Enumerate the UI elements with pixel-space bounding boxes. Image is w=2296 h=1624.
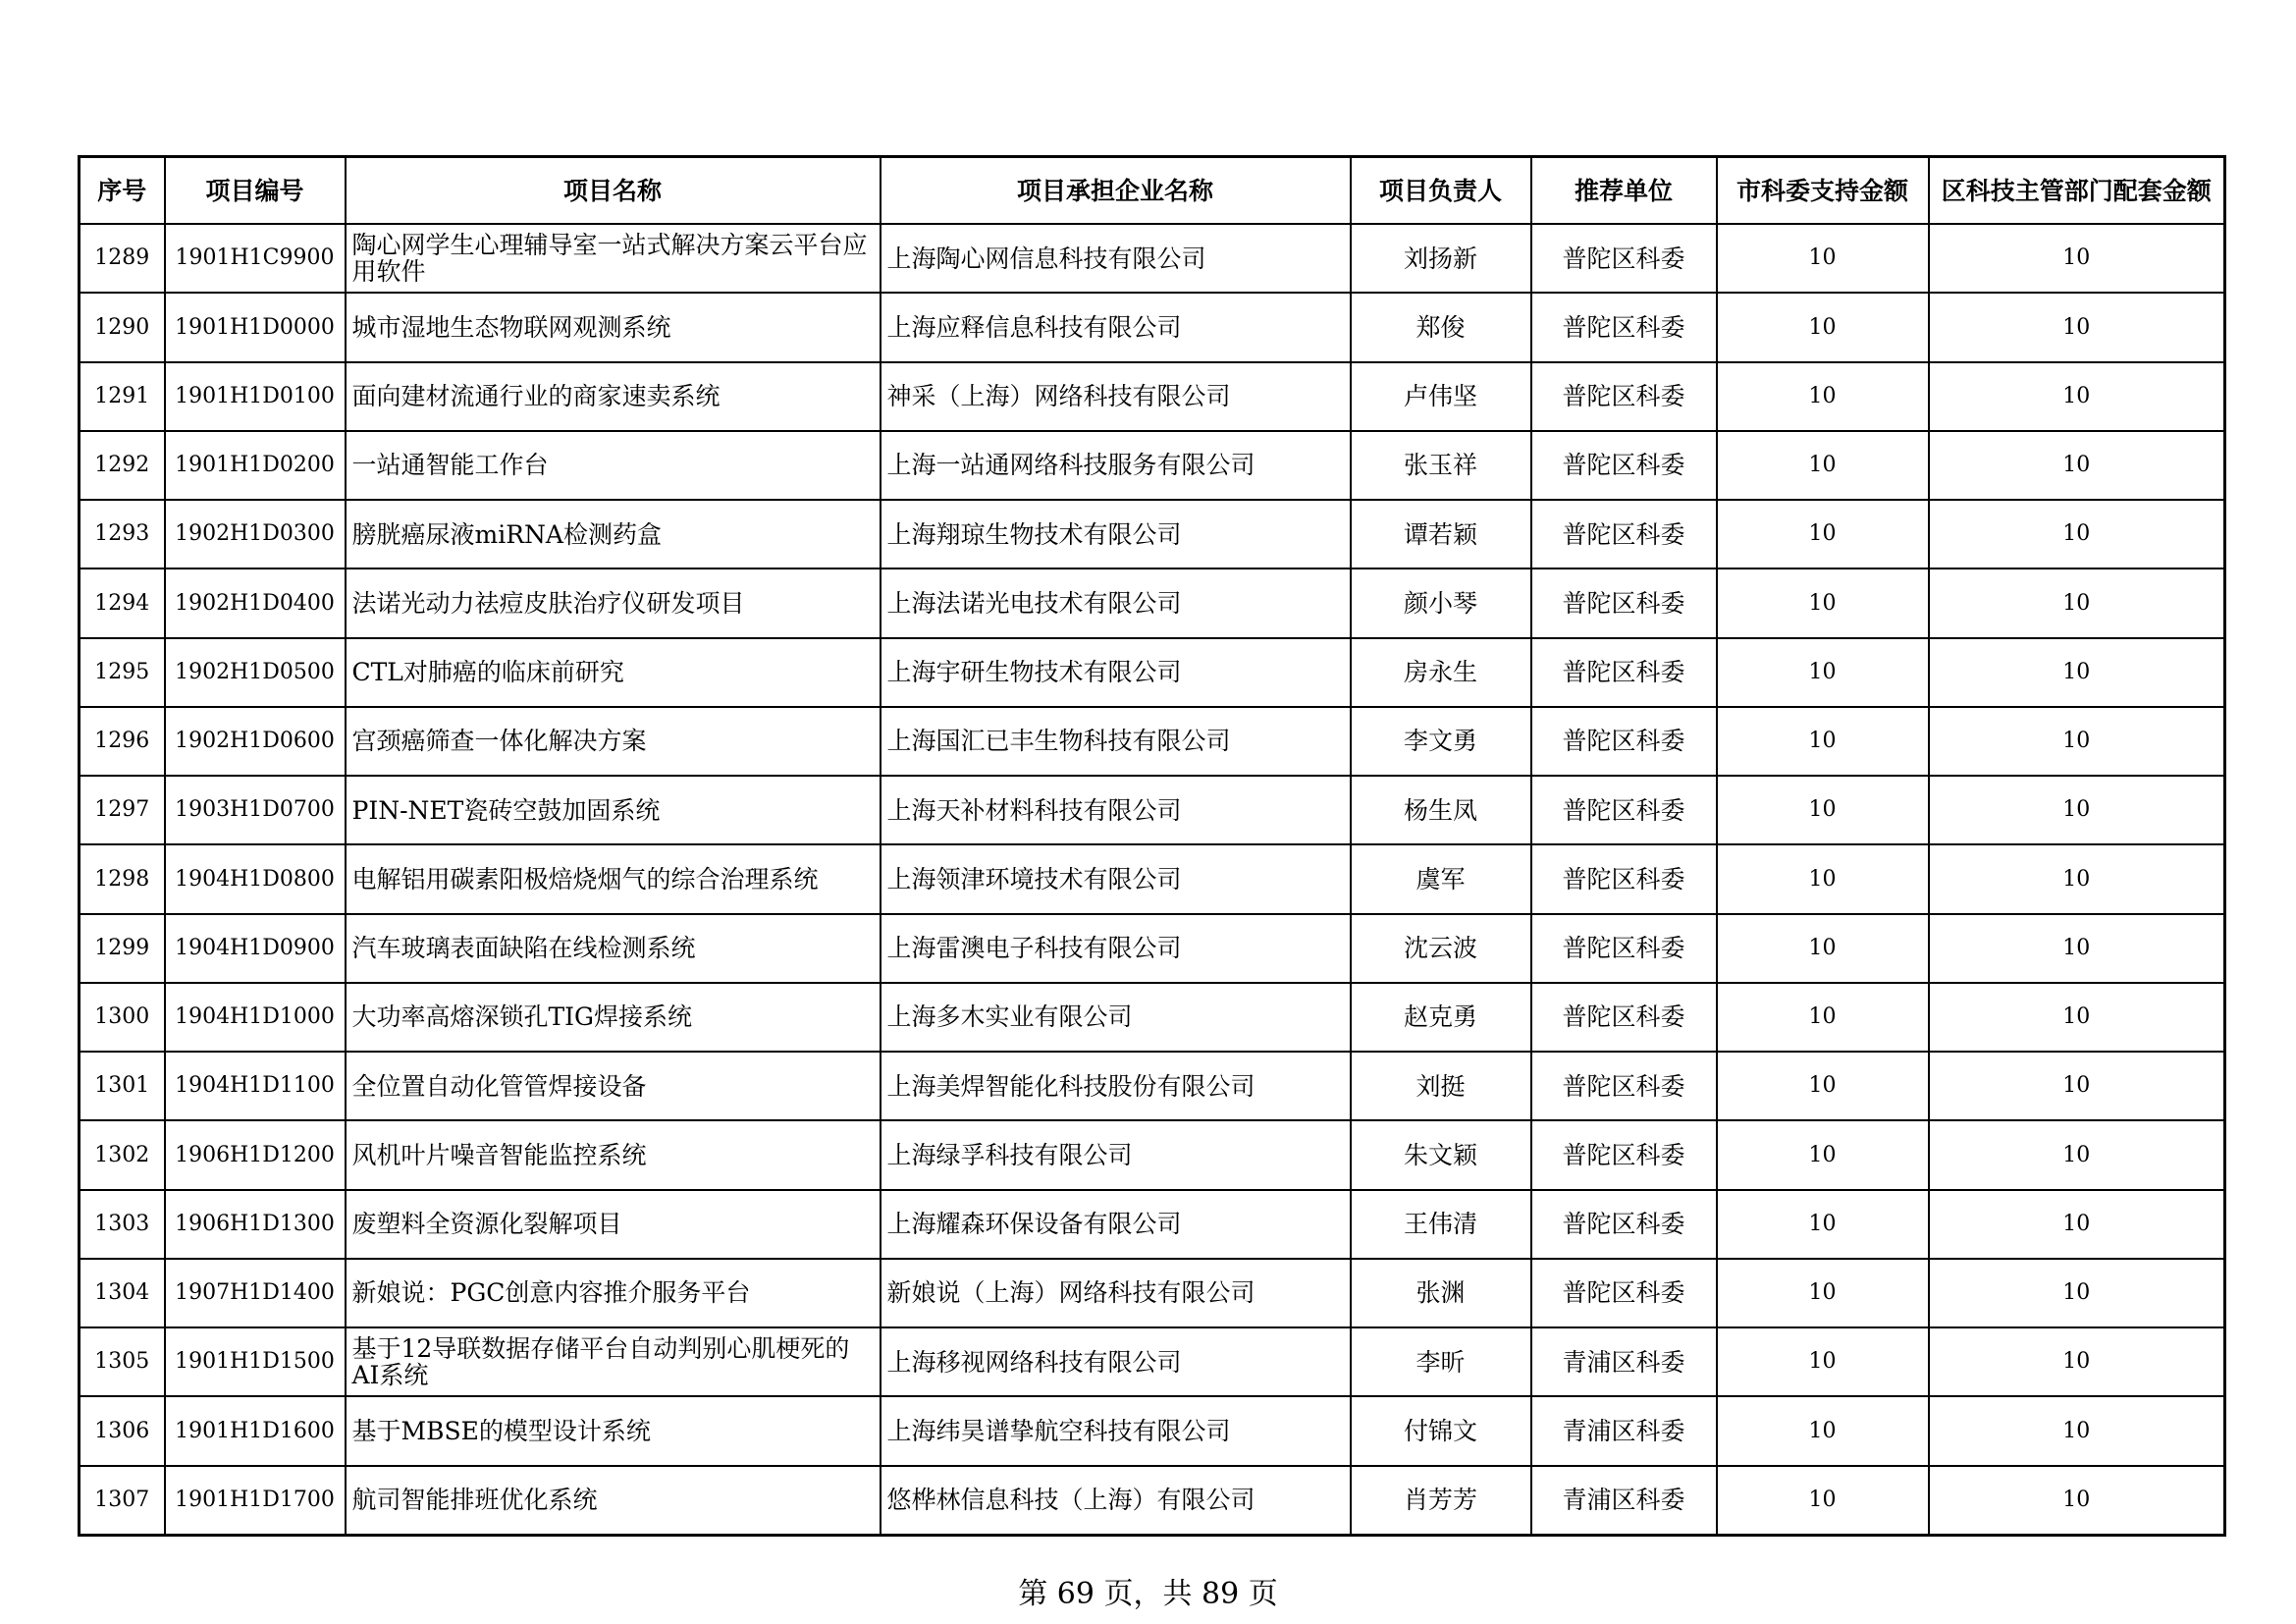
- cell-project-name: 面向建材流通行业的商家速卖系统: [346, 362, 881, 431]
- cell-index: 1290: [80, 293, 165, 361]
- header-project-code: 项目编号: [165, 157, 346, 225]
- cell-district-matching-amount: 10: [1929, 844, 2225, 913]
- cell-project-lead: 郑俊: [1351, 293, 1531, 361]
- cell-recommending-unit: 普陀区科委: [1531, 293, 1717, 361]
- cell-recommending-unit: 普陀区科委: [1531, 983, 1717, 1052]
- cell-project-code: 1902H1D0500: [165, 638, 346, 707]
- table-row: [80, 1052, 2225, 1120]
- cell-project-lead: 张玉祥: [1351, 431, 1531, 500]
- cell-recommending-unit: 青浦区科委: [1531, 1396, 1717, 1465]
- cell-company-name: 上海陶心网信息科技有限公司: [881, 224, 1351, 293]
- table-row: [80, 293, 2225, 361]
- cell-district-matching-amount: 10: [1929, 638, 2225, 707]
- cell-district-matching-amount: 10: [1929, 707, 2225, 776]
- cell-project-code: 1901H1D1500: [165, 1327, 346, 1396]
- table-row: [80, 568, 2225, 637]
- cell-city-support-amount: 10: [1717, 776, 1929, 844]
- cell-project-code: 1901H1D1600: [165, 1396, 346, 1465]
- cell-project-name: 汽车玻璃表面缺陷在线检测系统: [346, 914, 881, 983]
- cell-project-name: 城市湿地生态物联网观测系统: [346, 293, 881, 361]
- cell-city-support-amount: 10: [1717, 638, 1929, 707]
- header-index: 序号: [80, 157, 165, 225]
- cell-company-name: 上海移视网络科技有限公司: [881, 1327, 1351, 1396]
- cell-index: 1294: [80, 568, 165, 637]
- cell-project-name: 全位置自动化管管焊接设备: [346, 1052, 881, 1120]
- table-row: [80, 362, 2225, 431]
- cell-index: 1303: [80, 1190, 165, 1259]
- cell-company-name: 上海应释信息科技有限公司: [881, 293, 1351, 361]
- cell-project-code: 1906H1D1200: [165, 1120, 346, 1189]
- cell-index: 1297: [80, 776, 165, 844]
- cell-project-lead: 付锦文: [1351, 1396, 1531, 1465]
- cell-city-support-amount: 10: [1717, 362, 1929, 431]
- cell-project-name: PIN-NET瓷砖空鼓加固系统: [346, 776, 881, 844]
- cell-project-lead: 房永生: [1351, 638, 1531, 707]
- cell-company-name: 上海耀森环保设备有限公司: [881, 1190, 1351, 1259]
- cell-city-support-amount: 10: [1717, 1396, 1929, 1465]
- cell-city-support-amount: 10: [1717, 914, 1929, 983]
- table-row: [80, 1120, 2225, 1189]
- cell-index: 1299: [80, 914, 165, 983]
- cell-recommending-unit: 普陀区科委: [1531, 362, 1717, 431]
- table-row: [80, 638, 2225, 707]
- table-row: [80, 224, 2225, 293]
- cell-district-matching-amount: 10: [1929, 1259, 2225, 1327]
- cell-district-matching-amount: 10: [1929, 1327, 2225, 1396]
- cell-index: 1291: [80, 362, 165, 431]
- cell-project-name: 膀胱癌尿液miRNA检测药盒: [346, 500, 881, 568]
- cell-city-support-amount: 10: [1717, 1466, 1929, 1536]
- cell-city-support-amount: 10: [1717, 293, 1929, 361]
- cell-district-matching-amount: 10: [1929, 293, 2225, 361]
- cell-city-support-amount: 10: [1717, 1120, 1929, 1189]
- cell-recommending-unit: 普陀区科委: [1531, 568, 1717, 637]
- cell-district-matching-amount: 10: [1929, 224, 2225, 293]
- header-city-support-amount: 市科委支持金额: [1717, 157, 1929, 225]
- cell-project-lead: 刘扬新: [1351, 224, 1531, 293]
- cell-project-name: 废塑料全资源化裂解项目: [346, 1190, 881, 1259]
- cell-index: 1292: [80, 431, 165, 500]
- cell-company-name: 上海纬昊谱挚航空科技有限公司: [881, 1396, 1351, 1465]
- cell-company-name: 上海宇研生物技术有限公司: [881, 638, 1351, 707]
- cell-index: 1306: [80, 1396, 165, 1465]
- cell-project-code: 1904H1D1000: [165, 983, 346, 1052]
- cell-index: 1302: [80, 1120, 165, 1189]
- cell-city-support-amount: 10: [1717, 1052, 1929, 1120]
- cell-project-code: 1901H1D0100: [165, 362, 346, 431]
- cell-recommending-unit: 青浦区科委: [1531, 1466, 1717, 1536]
- cell-company-name: 神采（上海）网络科技有限公司: [881, 362, 1351, 431]
- cell-project-name: 陶心网学生心理辅导室一站式解决方案云平台应用软件: [346, 224, 881, 293]
- cell-recommending-unit: 普陀区科委: [1531, 776, 1717, 844]
- header-project-name: 项目名称: [346, 157, 881, 225]
- cell-recommending-unit: 普陀区科委: [1531, 638, 1717, 707]
- cell-project-name: 基于MBSE的模型设计系统: [346, 1396, 881, 1465]
- cell-project-lead: 谭若颖: [1351, 500, 1531, 568]
- cell-city-support-amount: 10: [1717, 844, 1929, 913]
- header-project-lead: 项目负责人: [1351, 157, 1531, 225]
- table-row: [80, 1190, 2225, 1259]
- cell-project-name: 法诺光动力祛痘皮肤治疗仪研发项目: [346, 568, 881, 637]
- cell-project-name: CTL对肺癌的临床前研究: [346, 638, 881, 707]
- cell-project-code: 1901H1C9900: [165, 224, 346, 293]
- cell-district-matching-amount: 10: [1929, 431, 2225, 500]
- cell-index: 1300: [80, 983, 165, 1052]
- cell-city-support-amount: 10: [1717, 500, 1929, 568]
- header-row: [80, 157, 2225, 225]
- cell-project-name: 航司智能排班优化系统: [346, 1466, 881, 1536]
- cell-project-lead: 虞军: [1351, 844, 1531, 913]
- cell-company-name: 上海领津环境技术有限公司: [881, 844, 1351, 913]
- cell-project-code: 1902H1D0300: [165, 500, 346, 568]
- cell-recommending-unit: 普陀区科委: [1531, 500, 1717, 568]
- header-recommending-unit: 推荐单位: [1531, 157, 1717, 225]
- cell-project-lead: 赵克勇: [1351, 983, 1531, 1052]
- cell-city-support-amount: 10: [1717, 568, 1929, 637]
- cell-index: 1295: [80, 638, 165, 707]
- cell-project-name: 电解铝用碳素阳极焙烧烟气的综合治理系统: [346, 844, 881, 913]
- cell-project-code: 1907H1D1400: [165, 1259, 346, 1327]
- header-company-name: 项目承担企业名称: [881, 157, 1351, 225]
- cell-city-support-amount: 10: [1717, 1327, 1929, 1396]
- cell-project-code: 1901H1D1700: [165, 1466, 346, 1536]
- cell-project-code: 1902H1D0400: [165, 568, 346, 637]
- cell-project-lead: 杨生凤: [1351, 776, 1531, 844]
- cell-project-code: 1901H1D0200: [165, 431, 346, 500]
- cell-project-lead: 沈云波: [1351, 914, 1531, 983]
- cell-index: 1304: [80, 1259, 165, 1327]
- cell-index: 1296: [80, 707, 165, 776]
- page-number: 第 69 页，共 89 页: [1018, 1577, 1278, 1611]
- cell-project-name: 基于12导联数据存储平台自动判别心肌梗死的AI系统: [346, 1327, 881, 1396]
- cell-recommending-unit: 普陀区科委: [1531, 431, 1717, 500]
- table-row: [80, 431, 2225, 500]
- cell-project-lead: 李文勇: [1351, 707, 1531, 776]
- cell-company-name: 新娘说（上海）网络科技有限公司: [881, 1259, 1351, 1327]
- cell-recommending-unit: 普陀区科委: [1531, 1190, 1717, 1259]
- cell-district-matching-amount: 10: [1929, 1466, 2225, 1536]
- cell-company-name: 上海绿孚科技有限公司: [881, 1120, 1351, 1189]
- project-table: [78, 155, 2226, 1537]
- cell-project-name: 一站通智能工作台: [346, 431, 881, 500]
- cell-recommending-unit: 普陀区科委: [1531, 707, 1717, 776]
- cell-city-support-amount: 10: [1717, 1259, 1929, 1327]
- cell-project-lead: 王伟清: [1351, 1190, 1531, 1259]
- cell-project-name: 宫颈癌筛查一体化解决方案: [346, 707, 881, 776]
- cell-index: 1298: [80, 844, 165, 913]
- cell-company-name: 上海多木实业有限公司: [881, 983, 1351, 1052]
- cell-company-name: 悠桦林信息科技（上海）有限公司: [881, 1466, 1351, 1536]
- cell-index: 1305: [80, 1327, 165, 1396]
- cell-district-matching-amount: 10: [1929, 1120, 2225, 1189]
- cell-district-matching-amount: 10: [1929, 1190, 2225, 1259]
- cell-city-support-amount: 10: [1717, 224, 1929, 293]
- cell-district-matching-amount: 10: [1929, 362, 2225, 431]
- cell-district-matching-amount: 10: [1929, 500, 2225, 568]
- table-row: [80, 914, 2225, 983]
- cell-recommending-unit: 普陀区科委: [1531, 1052, 1717, 1120]
- cell-district-matching-amount: 10: [1929, 914, 2225, 983]
- cell-project-code: 1904H1D0800: [165, 844, 346, 913]
- cell-project-code: 1901H1D0000: [165, 293, 346, 361]
- cell-project-code: 1902H1D0600: [165, 707, 346, 776]
- cell-district-matching-amount: 10: [1929, 1052, 2225, 1120]
- cell-project-lead: 颜小琴: [1351, 568, 1531, 637]
- cell-company-name: 上海国汇已丰生物科技有限公司: [881, 707, 1351, 776]
- cell-project-lead: 卢伟坚: [1351, 362, 1531, 431]
- cell-company-name: 上海翔琼生物技术有限公司: [881, 500, 1351, 568]
- cell-project-name: 新娘说：PGC创意内容推介服务平台: [346, 1259, 881, 1327]
- table-row: [80, 500, 2225, 568]
- cell-project-lead: 朱文颖: [1351, 1120, 1531, 1189]
- table-row: [80, 776, 2225, 844]
- cell-project-lead: 张渊: [1351, 1259, 1531, 1327]
- cell-recommending-unit: 普陀区科委: [1531, 844, 1717, 913]
- cell-district-matching-amount: 10: [1929, 983, 2225, 1052]
- cell-index: 1289: [80, 224, 165, 293]
- cell-city-support-amount: 10: [1717, 983, 1929, 1052]
- table-row: [80, 1396, 2225, 1465]
- cell-company-name: 上海法诺光电技术有限公司: [881, 568, 1351, 637]
- cell-index: 1293: [80, 500, 165, 568]
- table-row: [80, 1466, 2225, 1536]
- cell-district-matching-amount: 10: [1929, 1396, 2225, 1465]
- cell-project-code: 1906H1D1300: [165, 1190, 346, 1259]
- cell-company-name: 上海美焊智能化科技股份有限公司: [881, 1052, 1351, 1120]
- cell-project-code: 1904H1D0900: [165, 914, 346, 983]
- cell-index: 1307: [80, 1466, 165, 1536]
- cell-project-code: 1903H1D0700: [165, 776, 346, 844]
- table-row: [80, 1327, 2225, 1396]
- cell-city-support-amount: 10: [1717, 431, 1929, 500]
- cell-city-support-amount: 10: [1717, 1190, 1929, 1259]
- cell-recommending-unit: 普陀区科委: [1531, 914, 1717, 983]
- cell-project-code: 1904H1D1100: [165, 1052, 346, 1120]
- cell-index: 1301: [80, 1052, 165, 1120]
- table-row: [80, 707, 2225, 776]
- cell-company-name: 上海雷澳电子科技有限公司: [881, 914, 1351, 983]
- cell-district-matching-amount: 10: [1929, 568, 2225, 637]
- table-row: [80, 983, 2225, 1052]
- cell-district-matching-amount: 10: [1929, 776, 2225, 844]
- cell-company-name: 上海天补材料科技有限公司: [881, 776, 1351, 844]
- cell-project-name: 风机叶片噪音智能监控系统: [346, 1120, 881, 1189]
- table-row: [80, 844, 2225, 913]
- cell-recommending-unit: 青浦区科委: [1531, 1327, 1717, 1396]
- cell-recommending-unit: 普陀区科委: [1531, 1120, 1717, 1189]
- cell-project-lead: 李昕: [1351, 1327, 1531, 1396]
- cell-recommending-unit: 普陀区科委: [1531, 224, 1717, 293]
- cell-project-lead: 肖芳芳: [1351, 1466, 1531, 1536]
- cell-project-name: 大功率高熔深锁孔TIG焊接系统: [346, 983, 881, 1052]
- table-row: [80, 1259, 2225, 1327]
- cell-recommending-unit: 普陀区科委: [1531, 1259, 1717, 1327]
- header-district-matching-amount: 区科技主管部门配套金额: [1929, 157, 2225, 225]
- cell-project-lead: 刘挺: [1351, 1052, 1531, 1120]
- cell-company-name: 上海一站通网络科技服务有限公司: [881, 431, 1351, 500]
- cell-city-support-amount: 10: [1717, 707, 1929, 776]
